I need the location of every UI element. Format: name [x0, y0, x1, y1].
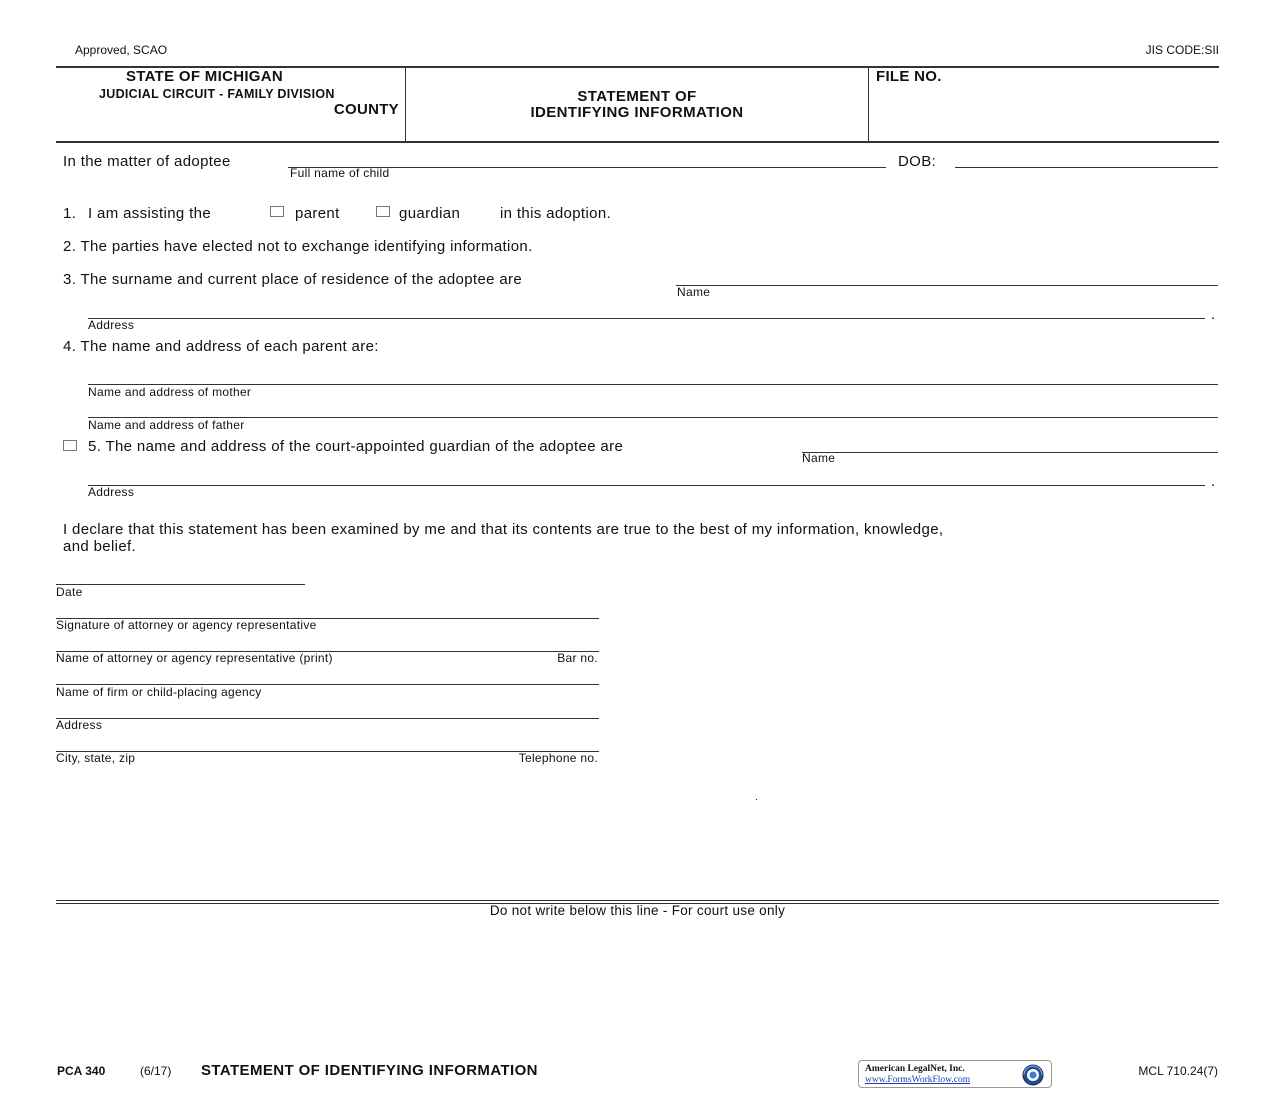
father-caption: Name and address of father — [88, 418, 245, 432]
item5-address-caption: Address — [88, 485, 135, 499]
vendor-badge[interactable] — [858, 1060, 1052, 1088]
representative-name-input[interactable] — [56, 635, 599, 652]
telephone-caption: Telephone no. — [518, 751, 598, 765]
address-caption: Address — [56, 718, 103, 732]
firm-name-input[interactable] — [56, 668, 599, 685]
address-input[interactable] — [56, 702, 599, 719]
parent-checkbox[interactable] — [270, 206, 284, 217]
item5-text: 5. The name and address of the court-appointed guardian of the adoptee are — [88, 438, 624, 455]
child-name-caption: Full name of child — [290, 166, 390, 180]
parent-option-label: parent — [295, 205, 340, 222]
adoptee-surname-input[interactable] — [676, 269, 1218, 286]
item5-period: . — [1211, 473, 1216, 490]
guardian-checkbox[interactable] — [376, 206, 390, 217]
mcl-citation: MCL 710.24(7) — [1138, 1064, 1218, 1078]
item1-number: 1. — [63, 205, 77, 222]
bar-no-caption: Bar no. — [557, 651, 598, 665]
city-state-zip-input[interactable] — [56, 735, 599, 752]
item4-text: 4. The name and address of each parent are: — [63, 338, 379, 355]
item1-suffix: in this adoption. — [500, 205, 612, 222]
form-title-line2: IDENTIFYING INFORMATION — [530, 104, 744, 121]
declaration-line1: I declare that this statement has been examined by me and that its contents are true to the best of my information, knowledge, — [63, 521, 944, 538]
item2-text: 2. The parties have elected not to exchange identifying information. — [63, 238, 533, 255]
signature-input[interactable] — [56, 602, 599, 619]
item1-text: I am assisting the — [88, 205, 212, 222]
item3-name-caption: Name — [677, 285, 711, 299]
item3-text: 3. The surname and current place of residence of the adoptee are — [63, 271, 523, 288]
form-title-line1: STATEMENT OF — [577, 88, 697, 105]
matter-label: In the matter of adoptee — [63, 153, 231, 170]
vendor-link[interactable]: www.FormsWorkFlow.com — [865, 1075, 971, 1085]
date-caption: Date — [56, 585, 83, 599]
county-label: COUNTY — [333, 101, 399, 118]
date-input[interactable] — [56, 568, 305, 585]
firm-caption: Name of firm or child-placing agency — [56, 685, 262, 699]
header-divider-2 — [868, 67, 869, 141]
guardian-item-checkbox[interactable] — [63, 440, 77, 451]
item3-address-caption: Address — [88, 318, 135, 332]
stray-dot: . — [755, 792, 758, 803]
signature-caption: Signature of attorney or agency representative — [56, 618, 317, 632]
guardian-option-label: guardian — [399, 205, 461, 222]
adoptee-address-input[interactable] — [88, 302, 1205, 319]
court-use-label: Do not write below this line - For court use only — [489, 903, 786, 918]
jis-code: JIS CODE:SII — [1145, 43, 1219, 57]
court-use-rule-1 — [56, 900, 1219, 901]
item5-name-caption: Name — [802, 451, 836, 465]
state-name: STATE OF MICHIGAN — [126, 68, 284, 85]
guardian-name-input[interactable] — [802, 436, 1218, 453]
file-no-input[interactable] — [876, 88, 1206, 104]
mother-info-input[interactable] — [88, 368, 1218, 385]
file-no-label: FILE NO. — [876, 68, 942, 85]
footer-title: STATEMENT OF IDENTIFYING INFORMATION — [201, 1062, 538, 1079]
vendor-globe-icon — [1016, 1063, 1050, 1087]
mother-caption: Name and address of mother — [88, 385, 252, 399]
approved-label: Approved, SCAO — [75, 43, 168, 57]
vendor-name: American LegalNet, Inc. — [865, 1064, 965, 1074]
father-info-input[interactable] — [88, 401, 1218, 418]
form-revision: (6/17) — [140, 1064, 172, 1078]
declaration-line2: and belief. — [63, 538, 137, 555]
header-bottom-rule — [56, 141, 1219, 143]
city-caption: City, state, zip — [56, 751, 136, 765]
representative-name-caption: Name of attorney or agency representative (print) — [56, 651, 333, 665]
item3-period: . — [1211, 306, 1216, 323]
dob-input[interactable] — [955, 151, 1218, 168]
form-number: PCA 340 — [57, 1064, 106, 1078]
circuit-label: JUDICIAL CIRCUIT - FAMILY DIVISION — [99, 87, 335, 101]
guardian-address-input[interactable] — [88, 469, 1205, 486]
dob-label: DOB: — [898, 153, 937, 170]
